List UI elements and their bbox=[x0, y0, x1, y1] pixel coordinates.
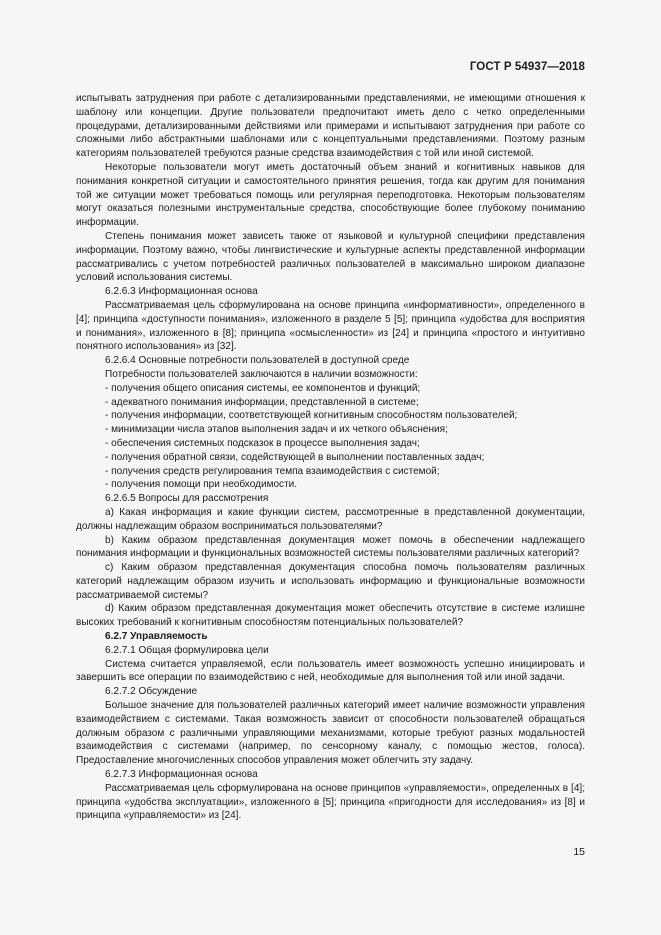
body-paragraph: c) Каким образом представленная документация способна помочь пользователям различных категорий надлежащим образом изучить и использовать информацию и функциональные возможности рассматриваемой системы? bbox=[76, 562, 585, 601]
document-body bbox=[76, 92, 585, 823]
list-item: - обеспечения системных подсказок в процессе выполнения задач; bbox=[105, 437, 420, 449]
list-item: - получения общего описания системы, ее компонентов и функций; bbox=[105, 382, 421, 394]
body-paragraph: Рассматриваемая цель сформулирована на основе принципов «управляемости», определенных в [4]; принципа «удобства эксплуатации», изложенного в [5]; принципа «пригодности для исследования» из [8] и принципа «управляемости» из [24]. bbox=[76, 782, 585, 822]
list-item: - минимизации числа этапов выполнения задач и их четкого объяснения; bbox=[105, 424, 448, 436]
section-heading: 6.2.7.2 Обсуждение bbox=[105, 686, 198, 698]
body-paragraph: испытывать затруднения при работе с детализированными представлениями, не имеющими отношения к шаблону или концепции. Другие пользователи предпочитают иметь дело с четко определенными процедурами, детализированными действиями или примерами и испытывают затруднения при работе со сложными либо абстрактными шаблонами или с концептуальными представлениями. Поэтому разным категориям пользователей требуются разные средства взаимодействия с той или иной системой. bbox=[76, 93, 585, 160]
section-heading: 6.2.7 Управляемость bbox=[105, 631, 208, 643]
body-paragraph: Некоторые пользователи могут иметь достаточный объем знаний и когнитивных навыков для понимания конкретной ситуации и самостоятельного принятия решения, тогда как другим для понимания той же ситуации может требоваться помощь или регулярная переподготовка. Некоторым пользователям могут оказаться полезными инструментальные средства, способствующие более глубокому пониманию информации. bbox=[76, 161, 585, 229]
list-item: - получения средств регулирования темпа взаимодействия с системой; bbox=[105, 465, 440, 477]
body-paragraph: a) Какая информация и какие функции систем, рассмотренные в представленной документации, должны надлежащим образом восприниматься пользователями? bbox=[76, 506, 585, 532]
section-heading: 6.2.6.4 Основные потребности пользователей в доступной среде bbox=[105, 355, 410, 367]
section-heading: 6.2.7.3 Информационная основа bbox=[105, 769, 258, 781]
section-heading: 6.2.6.5 Вопросы для рассмотрения bbox=[105, 493, 269, 505]
list-item: - адекватного понимания информации, представленной в системе; bbox=[105, 396, 419, 408]
body-paragraph: Степень понимания может зависеть также от языковой и культурной специфики представления информации. Поэтому важно, чтобы лингвистические и культурные аспекты представленной информации рассматривались с учетом потребностей различных пользователей в максимально широком диапазоне условий использования системы. bbox=[76, 230, 585, 284]
body-paragraph: Большое значение для пользователей различных категорий имеет наличие возможности управления взаимодействием с системами. Такая возможность зависит от способности пользователей обращаться должным образом с различными управляющими механизмами, которые требуют разных модальностей взаимодействия с системами (например, по сенсорному каналу, с помощью жестов, голоса). Предоставление многочисленных способов управления может облегчить эту задачу. bbox=[76, 700, 585, 767]
page-number: 15 bbox=[573, 846, 585, 858]
body-paragraph: d) Каким образом представленная документация может обеспечить отсутствие в системе излишне высоких требований к когнитивным способностям потенциальных пользователей? bbox=[76, 603, 585, 629]
body-paragraph: Система считается управляемой, если пользователь имеет возможность успешно инициировать и завершить все операции по взаимодействию с ней, необходимые для выполнения той или иной задачи. bbox=[76, 658, 585, 684]
body-paragraph: b) Каким образом представленная документация может помочь в обеспечении надлежащего понимания информации и функциональных возможностей системы пользователями различных категорий? bbox=[76, 534, 585, 560]
list-item: - получения помощи при необходимости. bbox=[105, 479, 298, 491]
section-heading: 6.2.6.3 Информационная основа bbox=[105, 286, 258, 298]
list-item: - получения информации, соответствующей когнитивным способностям пользователей; bbox=[105, 410, 518, 422]
section-heading: 6.2.7.1 Общая формулировка цели bbox=[105, 644, 269, 656]
list-item: - получения обратной связи, содействующей в выполнении поставленных задач; bbox=[105, 451, 485, 463]
standard-designation: ГОСТ Р 54937—2018 bbox=[469, 61, 585, 73]
body-paragraph: Потребности пользователей заключаются в наличии возможности: bbox=[105, 368, 418, 380]
body-paragraph: Рассматриваемая цель сформулирована на основе принципа «информативности», определенного в [4]; принципа «доступности понимания», изложенного в разделе 5 [5]; принципа «удобства для восприятия и понимания», изложенного в [8]; принципа «осмысленности» из [24] и принципа «простого и интуитивно понятного использования» из [32]. bbox=[76, 299, 585, 353]
